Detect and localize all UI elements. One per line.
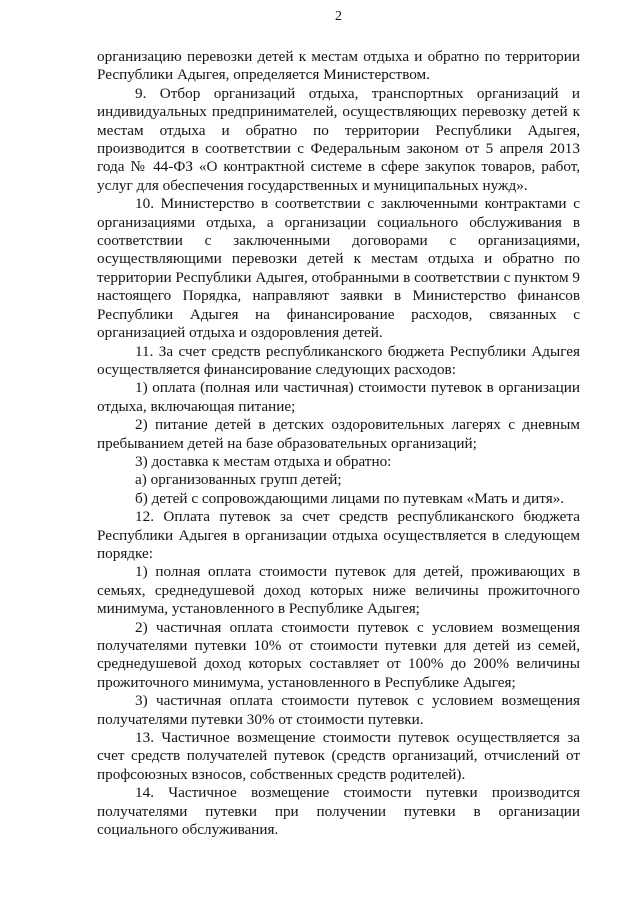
document-body (97, 48, 580, 839)
paragraph: 1) оплата (полная или частичная) стоимости путевок в организации отдыха, включающая питание; (97, 379, 580, 415)
page-number: 2 (335, 9, 342, 24)
paragraph: 2) частичная оплата стоимости путевок с условием возмещения получателями путевки 10% от стоимости путевки для детей из семей, среднедушевой доход которых составляет от 100% до 200% величины прожиточного минимума, установленного в Республике Адыгея; (97, 618, 580, 691)
paragraph: б) детей с сопровождающими лицами по путевкам «Мать и дитя». (135, 489, 565, 507)
paragraph: 3) доставка к местам отдыха и обратно: (135, 452, 392, 470)
paragraph: 12. Оплата путевок за счет средств республиканского бюджета Республики Адыгея в организации отдыха осуществляется в следующем порядке: (97, 508, 580, 562)
paragraph: 11. За счет средств республиканского бюджета Республики Адыгея осуществляется финансирование следующих расходов: (97, 342, 580, 378)
paragraph: 14. Частичное возмещение стоимости путевки производится получателями путевки при получении путевки в организации социального обслуживания. (97, 784, 580, 839)
paragraph: 3) частичная оплата стоимости путевок с условием возмещения получателями путевки 30% от стоимости путевки. (97, 692, 580, 728)
paragraph: 1) полная оплата стоимости путевок для детей, проживающих в семьях, среднедушевой доход которых ниже величины прожиточного минимума, установленного в Республике Адыгея; (97, 563, 580, 618)
paragraph: 10. Министерство в соответствии с заключенными контрактами с организациями отдыха, а организации социального обслуживания в соответствии с заключенными договорами с организациями, осуществляющими перевозки детей к местам отдыха и обратно по территории Республики Адыгея, отобранными в соответствии с пунктом 9 настоящего Порядка, направляют заявки в Министерство финансов Республики Адыгея на финансирование расходов, связанных с организацией отдыха и оздоровления детей. (97, 195, 580, 342)
paragraph: 2) питание детей в детских оздоровительных лагерях с дневным пребыванием детей на базе образовательных организаций; (97, 416, 580, 452)
paragraph: 13. Частичное возмещение стоимости путевок осуществляется за счет средств получателей путевок (средств организаций, отчислений от профсоюзных взносов, собственных средств родителей). (97, 729, 580, 783)
paragraph: а) организованных групп детей; (135, 471, 342, 489)
paragraph: 9. Отбор организаций отдыха, транспортных организаций и индивидуальных предпринимателей, осуществляющих перевозку детей к местам отдыха и обратно по территории Республики Адыгея, производится в соответствии с Федеральным законом от 5 апреля 2013 года № 44-ФЗ «О контрактной системе в сфере закупок товаров, работ, услуг для обеспечения государственных и муниципальных нужд». (97, 84, 580, 194)
paragraph: организацию перевозки детей к местам отдыха и обратно по территории Республики Адыгея, определяется Министерством. (97, 48, 580, 84)
